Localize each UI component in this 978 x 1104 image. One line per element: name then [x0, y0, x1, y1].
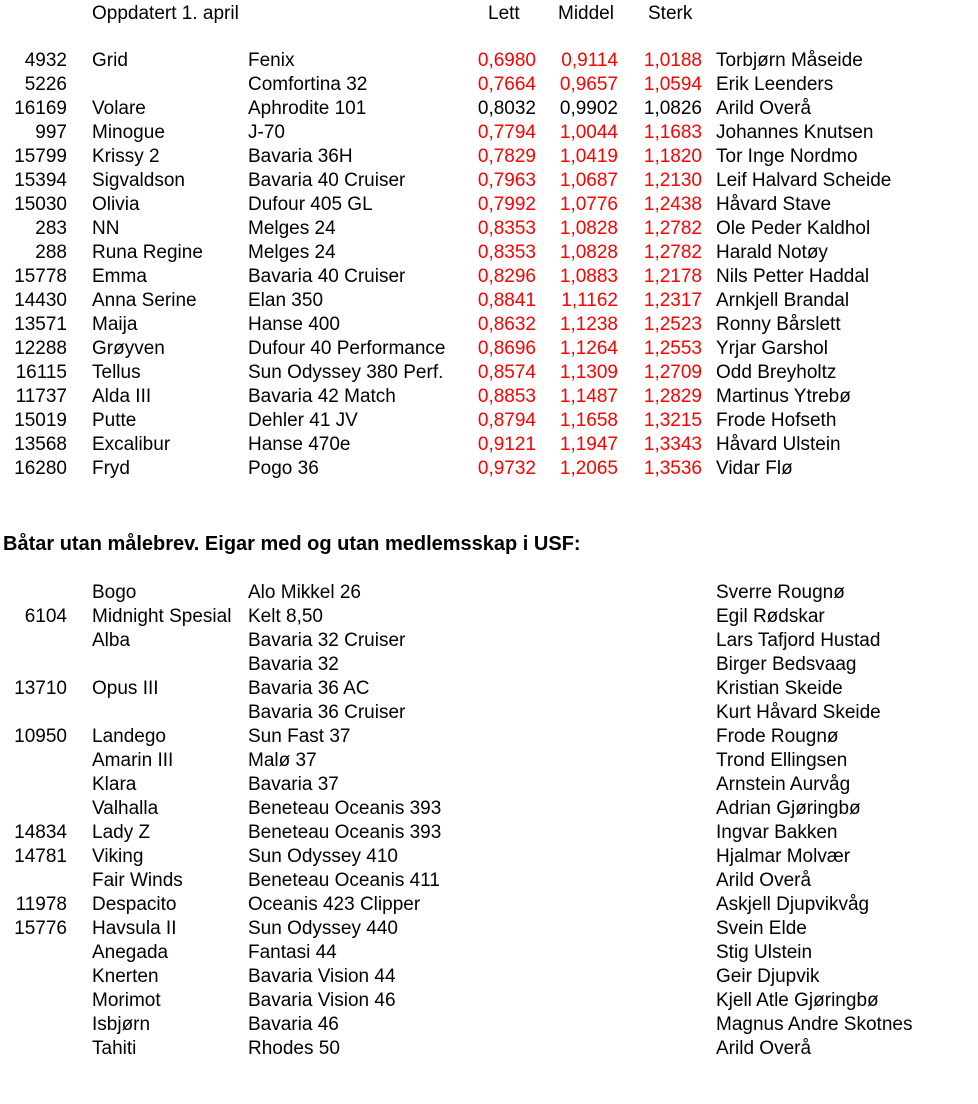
table-row	[0, 193, 978, 217]
rating-lett: 0,8353	[477, 218, 536, 239]
table-row	[0, 1037, 978, 1061]
boat-name: Emma	[92, 266, 147, 287]
boat-type: Dehler 41 JV	[248, 410, 358, 431]
rating-sterk: 1,2438	[643, 194, 702, 215]
boat-type: Elan 350	[248, 290, 324, 311]
rating-middel: 1,0419	[559, 146, 618, 167]
boat-name: Knerten	[92, 966, 159, 987]
rating-middel: 1,0687	[559, 170, 618, 191]
owner-name: Håvard Stave	[716, 194, 832, 215]
owner-name: Arild Overå	[716, 1038, 812, 1059]
sail-number: 14781	[14, 846, 67, 867]
boat-name: Alba	[92, 630, 131, 651]
table-row	[0, 629, 978, 653]
boat-name: Volare	[92, 98, 146, 119]
rating-sterk: 1,2523	[643, 314, 702, 335]
boat-name: Viking	[92, 846, 144, 867]
boat-type: Hanse 470e	[248, 434, 351, 455]
rating-lett: 0,8632	[477, 314, 536, 335]
rating-middel: 1,1238	[559, 314, 618, 335]
table-row	[0, 169, 978, 193]
table-row	[0, 121, 978, 145]
rating-middel: 1,0828	[559, 218, 618, 239]
table-row	[0, 385, 978, 409]
rating-lett: 0,7794	[477, 122, 536, 143]
boat-name: Fair Winds	[92, 870, 183, 891]
sail-number: 16115	[15, 362, 67, 383]
rating-middel: 1,1264	[559, 338, 618, 359]
owner-name: Trond Ellingsen	[716, 750, 848, 771]
boat-name: Despacito	[92, 894, 177, 915]
table-row	[0, 989, 978, 1013]
sail-number: 13710	[14, 678, 67, 699]
rating-middel: 1,0828	[559, 242, 618, 263]
boat-name: Havsula II	[92, 918, 177, 939]
boat-name: Lady Z	[92, 822, 151, 843]
sail-number: 11978	[15, 894, 67, 915]
table-row	[0, 773, 978, 797]
owner-name: Nils Petter Haddal	[716, 266, 870, 287]
table-row	[0, 893, 978, 917]
owner-name: Birger Bedsvaag	[716, 654, 857, 675]
boat-name: Bogo	[92, 582, 137, 603]
owner-name: Geir Djupvik	[716, 966, 820, 987]
rating-lett: 0,8574	[477, 362, 536, 383]
table-row	[0, 337, 978, 361]
rating-middel: 0,9657	[559, 74, 618, 95]
owner-name: Yrjar Garshol	[716, 338, 828, 359]
boat-type: Rhodes 50	[248, 1038, 340, 1059]
rating-sterk: 1,2178	[643, 266, 702, 287]
rating-sterk: 1,2782	[643, 218, 702, 239]
owner-name: Tor Inge Nordmo	[716, 146, 858, 167]
boat-name: Alda III	[92, 386, 152, 407]
boat-type: Hanse 400	[248, 314, 340, 335]
boat-type: Malø 37	[248, 750, 317, 771]
boat-type: Sun Odyssey 380 Perf.	[248, 362, 444, 383]
boat-type: Fantasi 44	[248, 942, 337, 963]
boat-name: Olivia	[92, 194, 140, 215]
boat-name: Klara	[92, 774, 137, 795]
owner-name: Magnus Andre Skotnes	[716, 1014, 913, 1035]
sail-number: 14834	[14, 822, 67, 843]
boat-name: Tellus	[92, 362, 141, 383]
table-row	[0, 725, 978, 749]
owner-name: Lars Tafjord Hustad	[716, 630, 881, 651]
boat-name: Valhalla	[92, 798, 159, 819]
boat-type: Bavaria 37	[248, 774, 339, 795]
owner-name: Kjell Atle Gjøringbø	[716, 990, 879, 1011]
owner-name: Stig Ulstein	[716, 942, 813, 963]
table-row	[0, 145, 978, 169]
boat-type: Bavaria 32 Cruiser	[248, 630, 406, 651]
boat-name: Tahiti	[92, 1038, 137, 1059]
boat-type: Aphrodite 101	[248, 98, 367, 119]
rating-middel: 1,1162	[561, 290, 618, 311]
boat-name: Morimot	[92, 990, 161, 1011]
rating-middel: 1,1487	[559, 386, 618, 407]
owner-name: Ole Peder Kaldhol	[716, 218, 871, 239]
table-row	[0, 653, 978, 677]
rating-sterk: 1,2782	[643, 242, 702, 263]
sail-number: 12288	[14, 338, 67, 359]
rating-lett: 0,8353	[477, 242, 536, 263]
table-row	[0, 749, 978, 773]
owner-name: Håvard Ulstein	[716, 434, 841, 455]
rating-lett: 0,7963	[477, 170, 536, 191]
boat-type: Melges 24	[248, 218, 336, 239]
boat-name: Sigvaldson	[92, 170, 185, 191]
rating-lett: 0,7992	[477, 194, 536, 215]
rating-sterk: 1,3215	[643, 410, 702, 431]
rating-lett: 0,8296	[477, 266, 536, 287]
table-row	[0, 917, 978, 941]
rating-sterk: 1,2553	[643, 338, 702, 359]
owner-name: Arild Overå	[716, 98, 812, 119]
boat-name: Maija	[92, 314, 138, 335]
owner-name: Frode Hofseth	[716, 410, 837, 431]
owner-name: Arnstein Aurvåg	[716, 774, 851, 795]
table-row	[0, 73, 978, 97]
sail-number: 997	[35, 122, 67, 143]
boat-type: J-70	[248, 122, 285, 143]
rating-lett: 0,7829	[477, 146, 536, 167]
boat-name: Midnight Spesial	[92, 606, 232, 627]
sail-number: 14430	[14, 290, 67, 311]
rating-middel: 0,9114	[561, 50, 618, 71]
boat-type: Alo Mikkel 26	[248, 582, 361, 603]
boat-type: Melges 24	[248, 242, 336, 263]
owner-name: Svein Elde	[716, 918, 807, 939]
table-row	[0, 845, 978, 869]
table-row	[0, 965, 978, 989]
owner-name: Odd Breyholtz	[716, 362, 837, 383]
rating-lett: 0,9121	[477, 434, 536, 455]
table-row	[0, 797, 978, 821]
rating-lett: 0,7664	[477, 74, 536, 95]
table-row	[0, 289, 978, 313]
owner-name: Erik Leenders	[716, 74, 834, 95]
boat-type: Bavaria 36 AC	[248, 678, 370, 699]
boat-name: Grøyven	[92, 338, 165, 359]
header-lett: Lett	[488, 3, 520, 24]
boat-type: Fenix	[248, 50, 295, 71]
rating-sterk: 1,2130	[643, 170, 702, 191]
boat-type: Sun Odyssey 440	[248, 918, 398, 939]
boat-type: Bavaria 36 Cruiser	[248, 702, 406, 723]
boat-name: Landego	[92, 726, 166, 747]
boat-type: Bavaria Vision 46	[248, 990, 396, 1011]
rating-middel: 1,1947	[559, 434, 618, 455]
sail-number: 5226	[24, 74, 67, 95]
boat-type: Sun Odyssey 410	[248, 846, 398, 867]
header-middel: Middel	[558, 3, 614, 24]
boat-name: Krissy 2	[92, 146, 160, 167]
owner-name: Frode Rougnø	[716, 726, 839, 747]
owner-name: Adrian Gjøringbø	[716, 798, 861, 819]
owner-name: Arild Overå	[716, 870, 812, 891]
sail-number: 15019	[14, 410, 67, 431]
boat-type: Dufour 40 Performance	[248, 338, 446, 359]
rating-lett: 0,8853	[477, 386, 536, 407]
sail-number: 16280	[14, 458, 67, 479]
owner-name: Kurt Håvard Skeide	[716, 702, 881, 723]
owner-name: Martinus Ytrebø	[716, 386, 851, 407]
rating-middel: 1,0883	[559, 266, 618, 287]
table-row	[0, 457, 978, 481]
rating-lett: 0,8032	[477, 98, 536, 119]
boat-name: Excalibur	[92, 434, 171, 455]
boat-type: Kelt 8,50	[248, 606, 323, 627]
owner-name: Torbjørn Måseide	[716, 50, 863, 71]
rating-sterk: 1,2829	[643, 386, 702, 407]
boat-name: Isbjørn	[92, 1014, 151, 1035]
rating-sterk: 1,0826	[643, 98, 702, 119]
sail-number: 13571	[14, 314, 67, 335]
table-row	[0, 1013, 978, 1037]
sail-number: 13568	[14, 434, 67, 455]
rating-sterk: 1,3343	[643, 434, 702, 455]
rating-middel: 1,1309	[559, 362, 618, 383]
boat-type: Oceanis 423 Clipper	[248, 894, 421, 915]
boat-name: Grid	[92, 50, 128, 71]
boat-type: Bavaria 42 Match	[248, 386, 396, 407]
boat-name: Amarin III	[92, 750, 174, 771]
sail-number: 10950	[14, 726, 67, 747]
owner-name: Johannes Knutsen	[716, 122, 874, 143]
sail-number: 15776	[14, 918, 67, 939]
table-row	[0, 265, 978, 289]
table-row	[0, 217, 978, 241]
boat-name: Opus III	[92, 678, 159, 699]
boat-name: Anegada	[92, 942, 169, 963]
owner-name: Sverre Rougnø	[716, 582, 845, 603]
sail-number: 4932	[24, 50, 67, 71]
sail-number: 288	[35, 242, 67, 263]
boat-name: Anna Serine	[92, 290, 197, 311]
owner-name: Askjell Djupvikvåg	[716, 894, 870, 915]
sail-number: 15030	[14, 194, 67, 215]
table-row	[0, 97, 978, 121]
boat-name: Minogue	[92, 122, 165, 143]
table-row	[0, 409, 978, 433]
owner-name: Vidar Flø	[716, 458, 793, 479]
table-row	[0, 49, 978, 73]
table-row	[0, 433, 978, 457]
sail-number: 6104	[24, 606, 67, 627]
sail-number: 283	[35, 218, 67, 239]
rating-lett: 0,8696	[477, 338, 536, 359]
rating-middel: 1,1658	[559, 410, 618, 431]
owner-name: Ronny Bårslett	[716, 314, 841, 335]
rating-sterk: 1,0188	[643, 50, 702, 71]
boat-type: Pogo 36	[248, 458, 319, 479]
boat-type: Bavaria 32	[248, 654, 339, 675]
sail-number: 15778	[14, 266, 67, 287]
owner-name: Leif Halvard Scheide	[716, 170, 892, 191]
rating-sterk: 1,1820	[643, 146, 702, 167]
owner-name: Kristian Skeide	[716, 678, 843, 699]
table-row	[0, 941, 978, 965]
rating-sterk: 1,3536	[643, 458, 702, 479]
header-sterk: Sterk	[648, 3, 693, 24]
owner-name: Egil Rødskar	[716, 606, 825, 627]
sail-number: 16169	[14, 98, 67, 119]
owner-name: Harald Notøy	[716, 242, 828, 263]
boat-type: Bavaria 40 Cruiser	[248, 170, 406, 191]
rating-middel: 0,9902	[559, 98, 618, 119]
boat-name: Fryd	[92, 458, 130, 479]
table-row	[0, 241, 978, 265]
rating-lett: 0,8841	[477, 290, 536, 311]
boat-type: Bavaria 40 Cruiser	[248, 266, 406, 287]
updated-date: Oppdatert 1. april	[92, 3, 239, 24]
rating-lett: 0,8794	[477, 410, 536, 431]
boat-type: Beneteau Oceanis 393	[248, 822, 442, 843]
table-row	[0, 361, 978, 385]
boat-name: Runa Regine	[92, 242, 203, 263]
sail-number: 15799	[14, 146, 67, 167]
owner-name: Ingvar Bakken	[716, 822, 838, 843]
owner-name: Arnkjell Brandal	[716, 290, 850, 311]
rating-sterk: 1,1683	[643, 122, 702, 143]
boat-name: Putte	[92, 410, 137, 431]
boat-name: NN	[92, 218, 120, 239]
table-row	[0, 605, 978, 629]
boat-type: Bavaria Vision 44	[248, 966, 396, 987]
boat-type: Beneteau Oceanis 393	[248, 798, 442, 819]
rating-middel: 1,0044	[559, 122, 618, 143]
rating-sterk: 1,0594	[643, 74, 702, 95]
sail-number: 11737	[15, 386, 67, 407]
rating-middel: 1,2065	[559, 458, 618, 479]
table-row	[0, 677, 978, 701]
rating-sterk: 1,2317	[643, 290, 702, 311]
owner-name: Hjalmar Molvær	[716, 846, 851, 867]
table-row	[0, 821, 978, 845]
rating-lett: 0,6980	[477, 50, 536, 71]
boat-type: Beneteau Oceanis 411	[248, 870, 440, 891]
table-row	[0, 701, 978, 725]
rating-middel: 1,0776	[559, 194, 618, 215]
table-row	[0, 313, 978, 337]
table-row	[0, 581, 978, 605]
rating-sterk: 1,2709	[643, 362, 702, 383]
boat-type: Bavaria 36H	[248, 146, 353, 167]
boat-type: Comfortina 32	[248, 74, 368, 95]
boat-type: Bavaria 46	[248, 1014, 339, 1035]
rating-lett: 0,9732	[477, 458, 536, 479]
boat-type: Sun Fast 37	[248, 726, 351, 747]
section-title: Båtar utan målebrev. Eigar med og utan medlemsskap i USF:	[3, 533, 581, 555]
boat-type: Dufour 405 GL	[248, 194, 373, 215]
table-row	[0, 869, 978, 893]
sail-number: 15394	[14, 170, 67, 191]
